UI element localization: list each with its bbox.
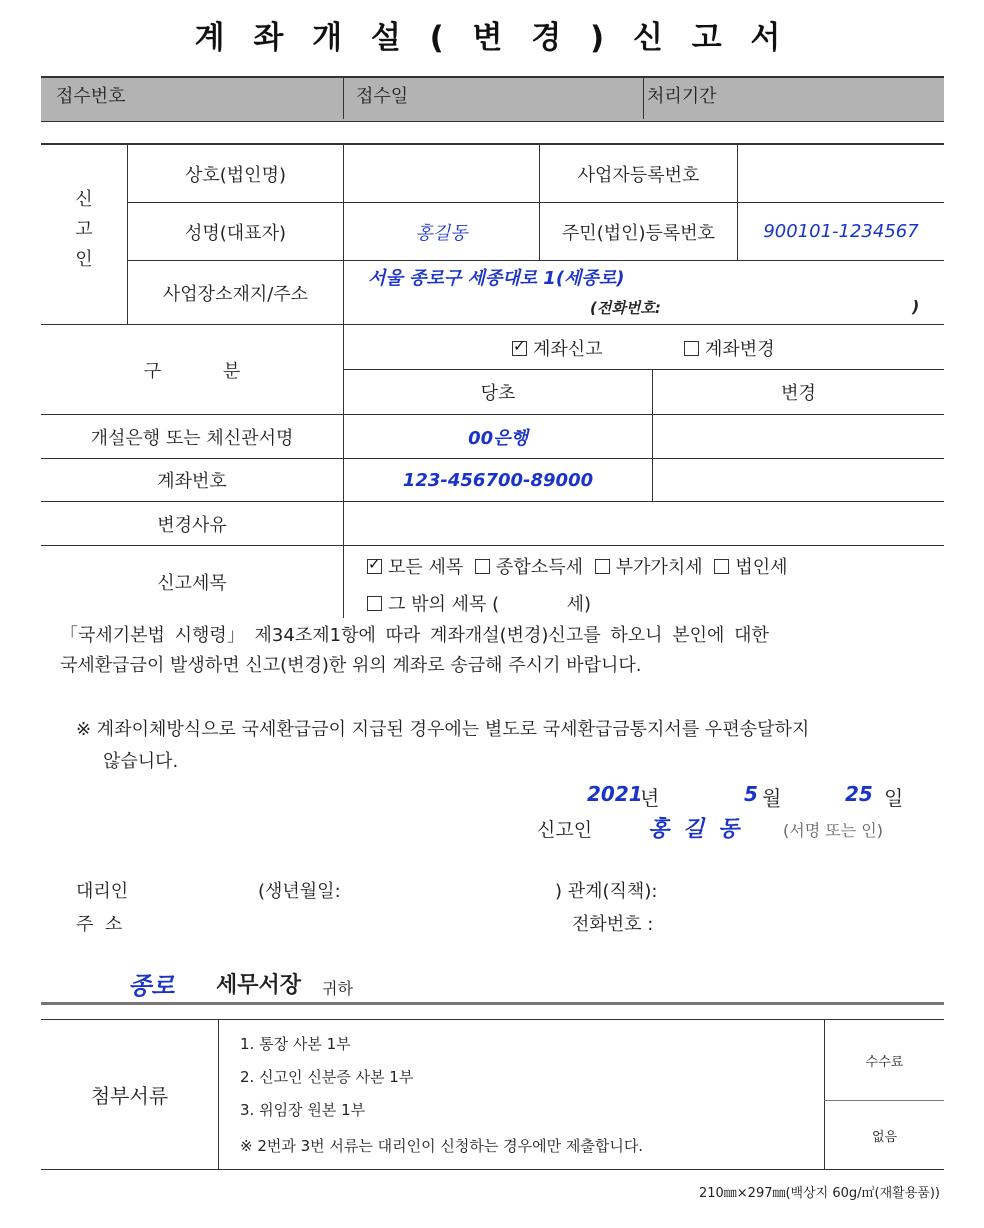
agent-birth-label: (생년월일: [258, 881, 341, 902]
form-title: 계 좌 개 설 ( 변 경 ) 신 고 서 [194, 20, 790, 56]
tax-other-suffix: 세) [566, 594, 592, 615]
bank-label: 개설은행 또는 체신관서명 [90, 427, 294, 449]
col-change-header: 변경 [781, 383, 816, 404]
receipt-no-label: 접수번호 [56, 86, 126, 107]
account-initial-value[interactable]: 123-456700-89000 [402, 469, 594, 491]
signer-sign-hint: (서명 또는 인) [783, 821, 883, 840]
change-reason-field[interactable] [344, 502, 944, 545]
tax-items-row2 [367, 590, 591, 616]
date-day[interactable]: 25 [845, 782, 873, 806]
notice-line-1: ※ 계좌이체방식으로 국세환급금이 지급된 경우에는 별도로 국세환급금통지서를 우편송달하지 [76, 719, 810, 740]
business-number-label: 사업자등록번호 [577, 164, 700, 186]
date-year[interactable]: 2021 [587, 782, 643, 806]
resident-number-value[interactable]: 900101-1234567 [763, 221, 919, 242]
attachments-label: 첨부서류 [90, 1084, 169, 1108]
reporter-char-1: 신 [75, 189, 93, 210]
paper-spec-footer: 210㎜×297㎜(백상지 60g/㎡(재활용품)) [698, 1186, 940, 1201]
tax-other-checkbox[interactable] [367, 594, 388, 615]
bank-change-value[interactable] [653, 415, 944, 458]
company-name-label: 상호(법인명) [185, 164, 286, 186]
attachment-item-2: 2. 신고인 신분증 사본 1부 [240, 1068, 414, 1086]
reporter-char-2: 고 [75, 219, 93, 240]
account-change-value[interactable] [653, 459, 944, 501]
phone-close: ) [912, 297, 920, 316]
representative-name[interactable]: 홍길동 [415, 222, 468, 244]
tax-all-label: 모든 세목 [388, 557, 464, 578]
address-label: 사업장소재지/주소 [162, 283, 309, 305]
tax-all-checkbox[interactable] [367, 557, 388, 578]
tax-office-suffix: 귀하 [322, 979, 353, 998]
company-name-field[interactable] [344, 145, 539, 202]
division-label: 구 분 [143, 360, 269, 382]
tax-income-label: 종합소득세 [496, 557, 583, 578]
receipt-date-label: 접수일 [356, 86, 409, 107]
signer-name[interactable]: 홍 길 동 [648, 817, 743, 842]
tax-office-name[interactable]: 종로 [128, 972, 175, 1000]
statement-line-2: 국세환급금이 발생하면 신고(변경)한 위의 계좌로 송금해 주시기 바랍니다. [60, 655, 642, 676]
address-value[interactable]: 서울 종로구 세종대로 1(세종로) [368, 268, 625, 289]
col-initial-header: 당초 [480, 383, 516, 404]
tax-office-title: 세무서장 [216, 973, 302, 998]
date-day-unit: 일 [884, 786, 904, 810]
signer-label: 신고인 [537, 819, 593, 841]
change-reason-label: 변경사유 [157, 514, 227, 536]
account-change-label: 계좌변경 [705, 339, 775, 360]
tax-vat-checkbox[interactable] [595, 557, 616, 578]
tax-income-checkbox[interactable] [475, 557, 496, 578]
agent-phone-label: 전화번호 : [572, 914, 654, 935]
account-report-label: 계좌신고 [533, 339, 603, 360]
tax-items-label: 신고세목 [157, 573, 227, 594]
notice-line-2: 않습니다. [103, 751, 179, 772]
account-label: 계좌번호 [157, 471, 227, 492]
tax-other-label: 그 밖의 세목 ( [388, 594, 500, 615]
fee-value: 없음 [871, 1129, 898, 1145]
account-report-checkbox[interactable] [512, 339, 533, 360]
statement-line-1: 「국세기본법 시행령」 제34조제1항에 따라 계좌개설(변경)신고를 하오니 본인에 대한 [60, 625, 769, 646]
tax-corp-label: 법인세 [735, 557, 788, 578]
tax-corp-checkbox[interactable] [714, 557, 735, 578]
tax-items-row1 [367, 553, 788, 579]
tax-vat-label: 부가가치세 [615, 557, 703, 578]
reporter-section-label [41, 185, 127, 275]
account-change-checkbox[interactable] [684, 339, 705, 360]
receipt-header [41, 76, 944, 122]
representative-label: 성명(대표자) [185, 222, 286, 244]
resident-number-label: 주민(법인)등록번호 [561, 222, 716, 244]
attachment-note: ※ 2번과 3번 서류는 대리인이 신청하는 경우에만 제출합니다. [240, 1137, 644, 1155]
date-year-unit: 년 [640, 786, 660, 810]
business-number-field[interactable] [738, 145, 944, 202]
attachment-item-3: 3. 위임장 원본 1부 [240, 1101, 366, 1119]
reporter-char-3: 인 [75, 249, 93, 270]
bank-initial-value[interactable]: 00은행 [468, 427, 528, 449]
processing-period-label: 처리기간 [647, 86, 717, 107]
phone-label: (전화번호: [590, 299, 661, 317]
date-month-unit: 월 [762, 786, 782, 810]
agent-label: 대리인 [76, 881, 129, 902]
attachment-item-1: 1. 통장 사본 1부 [240, 1035, 351, 1053]
division-options [512, 335, 775, 361]
date-month[interactable]: 5 [744, 782, 758, 806]
fee-label: 수수료 [865, 1054, 904, 1070]
agent-address-label: 주 소 [76, 914, 123, 935]
agent-relation-label: ) 관계(직책): [555, 881, 658, 902]
